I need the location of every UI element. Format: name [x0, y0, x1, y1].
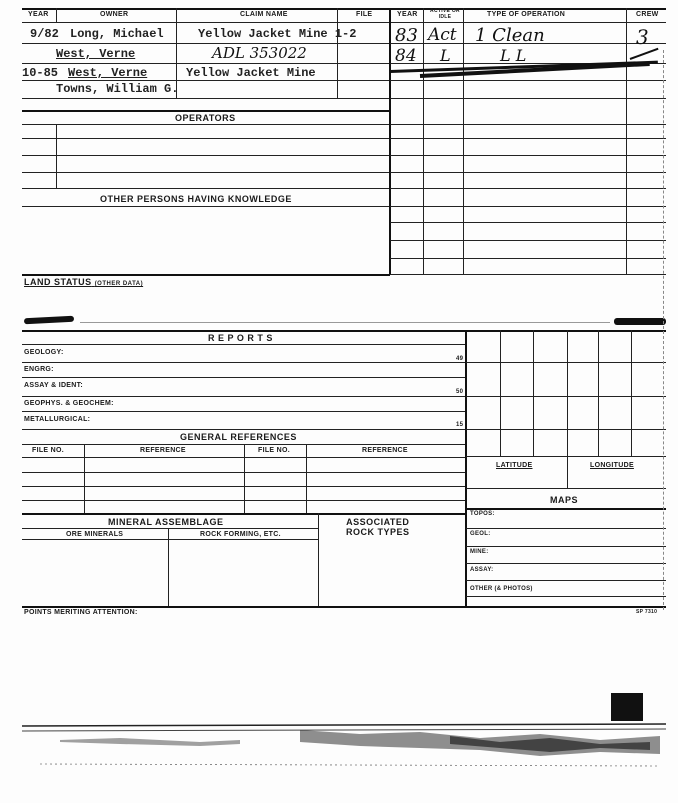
top-rule	[22, 8, 390, 10]
work-operation: 1 Clean	[475, 25, 545, 46]
row-line	[22, 43, 390, 44]
land-status-sub: (OTHER DATA)	[94, 281, 144, 287]
work-year: 83	[395, 25, 418, 46]
col-sep	[56, 8, 57, 22]
report-assay: ASSAY & IDENT:	[24, 382, 84, 389]
header-type-of-operation: TYPE OF OPERATION	[487, 11, 566, 18]
work-row	[390, 274, 666, 275]
work-row	[390, 138, 666, 139]
row-line	[22, 344, 466, 345]
claim-name-handwritten: ADL 353022	[212, 44, 307, 62]
other-persons-heading: OTHER PERSONS HAVING KNOWLEDGE	[100, 194, 292, 204]
work-row	[390, 172, 666, 173]
noise-line	[22, 729, 666, 731]
header-work-year: YEAR	[397, 11, 418, 18]
latitude-label: LATITUDE	[496, 462, 533, 469]
fold-line	[80, 322, 610, 323]
operators-heading: OPERATORS	[175, 113, 236, 123]
work-row	[390, 258, 666, 259]
grid-col	[598, 330, 599, 456]
ref-col-header: FILE NO.	[258, 447, 290, 454]
row-line	[466, 546, 666, 547]
report-engrg: ENGRG:	[24, 366, 54, 373]
work-row	[390, 124, 666, 125]
longitude-label: LONGITUDE	[590, 462, 634, 469]
header-claim-name: CLAIM NAME	[240, 11, 288, 18]
general-references-heading: GENERAL REFERENCES	[180, 432, 297, 442]
maps-heading: MAPS	[550, 495, 579, 505]
col-sep	[337, 8, 338, 98]
maps-geol: GEOL:	[470, 531, 491, 537]
row-line	[22, 124, 390, 125]
ref-col-header: FILE NO.	[32, 447, 64, 454]
mineral-rule	[22, 513, 466, 515]
row-line	[22, 172, 390, 173]
associated-rock-types-heading: ASSOCIATED ROCK TYPES	[346, 517, 410, 537]
claim-owner: Towns, William G.	[56, 82, 179, 96]
row-line	[22, 396, 466, 397]
claim-owner: West, Verne	[56, 47, 136, 61]
row-line	[22, 63, 390, 64]
land-status-label: LAND STATUS	[24, 277, 92, 287]
claim-owner: Long, Michael	[70, 27, 164, 41]
work-operation: L L	[500, 46, 527, 65]
work-row	[390, 80, 666, 81]
row-line	[22, 155, 390, 156]
col-sep	[463, 8, 464, 274]
row-line	[22, 539, 318, 540]
work-crew: 3	[636, 25, 649, 49]
operators-rule	[22, 110, 390, 112]
row-line	[22, 188, 390, 189]
row-line	[22, 98, 390, 99]
crew-scribble	[630, 48, 659, 60]
work-active: Act	[428, 25, 457, 45]
claim-year: 10-85	[22, 66, 59, 80]
row-line	[22, 80, 390, 81]
grid-col	[500, 330, 501, 456]
row-line	[466, 596, 666, 597]
grid-row	[466, 362, 666, 363]
report-geophys: GEOPHYS. & GEOCHEM:	[24, 400, 114, 407]
row-line	[466, 563, 666, 564]
row-line	[22, 362, 466, 363]
reports-heading: R E P O R T S	[208, 333, 273, 343]
noise-line	[22, 724, 666, 726]
row-line	[466, 580, 666, 581]
ink-mark	[614, 318, 666, 325]
row-line	[466, 528, 666, 529]
header-owner: OWNER	[100, 11, 129, 18]
ref-col-header: REFERENCE	[362, 447, 408, 454]
maps-rule	[466, 508, 666, 510]
grid-col	[567, 330, 568, 488]
claim-owner: West, Verne	[68, 66, 148, 80]
col-sep	[84, 444, 85, 514]
header-crew: CREW	[636, 11, 659, 18]
maps-topos: TOPOS:	[470, 511, 495, 517]
mineral-assemblage-heading: MINERAL ASSEMBLAGE	[108, 517, 224, 527]
col-sep	[168, 528, 169, 606]
work-row	[390, 98, 666, 99]
report-code: 49	[456, 356, 464, 362]
header-year: YEAR	[28, 11, 49, 18]
report-code: 50	[456, 389, 464, 395]
report-code: 15	[456, 422, 464, 428]
work-row	[390, 188, 666, 189]
ore-minerals-header: ORE MINERALS	[66, 531, 124, 538]
grid-row	[466, 456, 666, 457]
col-sep	[318, 513, 319, 606]
header-underline	[22, 22, 666, 23]
work-active: L	[440, 46, 451, 65]
form-number: SP 7310	[636, 609, 658, 615]
land-status-rule	[22, 274, 390, 276]
grid-col	[631, 330, 632, 456]
land-status-heading	[24, 277, 143, 287]
rock-forming-header: ROCK FORMING, ETC.	[200, 531, 281, 538]
work-row	[390, 222, 666, 223]
maps-assay: ASSAY:	[470, 567, 494, 573]
col-sep	[423, 8, 424, 274]
report-metallurgical: METALLURGICAL:	[24, 416, 91, 423]
work-table-left-border	[389, 8, 391, 274]
scan-noise-band	[0, 712, 678, 772]
header-file: FILE	[356, 11, 373, 18]
row-line	[466, 488, 666, 489]
header-active-idle: ACTIVE OR IDLE	[430, 8, 460, 20]
row-line	[22, 528, 318, 529]
claim-name: Yellow Jacket Mine	[186, 66, 316, 80]
noise-line	[40, 764, 660, 766]
grid-col	[533, 330, 534, 456]
ink-mark	[24, 316, 74, 325]
claim-name: Yellow Jacket Mine 1-2	[198, 27, 357, 41]
points-meriting-attention-label: POINTS MERITING ATTENTION:	[24, 609, 138, 616]
row-line	[22, 411, 466, 412]
noise-patch	[60, 738, 240, 746]
edge-artifact	[663, 50, 665, 610]
maps-mine: MINE:	[470, 549, 489, 555]
work-row	[390, 155, 666, 156]
row-line	[22, 206, 390, 207]
col-sep	[56, 124, 57, 188]
row-line	[22, 377, 466, 378]
col-sep	[626, 8, 627, 274]
work-year: 84	[395, 46, 417, 66]
row-line	[22, 429, 466, 430]
report-geology: GEOLOGY:	[24, 349, 64, 356]
maps-other: OTHER (& PHOTOS)	[470, 586, 533, 592]
work-row	[390, 240, 666, 241]
bottom-rule	[22, 606, 666, 608]
col-sep	[244, 444, 245, 514]
ref-col-header: REFERENCE	[140, 447, 186, 454]
row-line	[22, 138, 390, 139]
maps-left-border	[465, 330, 467, 606]
grid-row	[466, 396, 666, 397]
reports-top-rule	[22, 330, 666, 332]
work-row	[390, 206, 666, 207]
col-sep	[306, 444, 307, 514]
grid-row	[466, 429, 666, 430]
claim-year: 9/82	[30, 27, 59, 41]
